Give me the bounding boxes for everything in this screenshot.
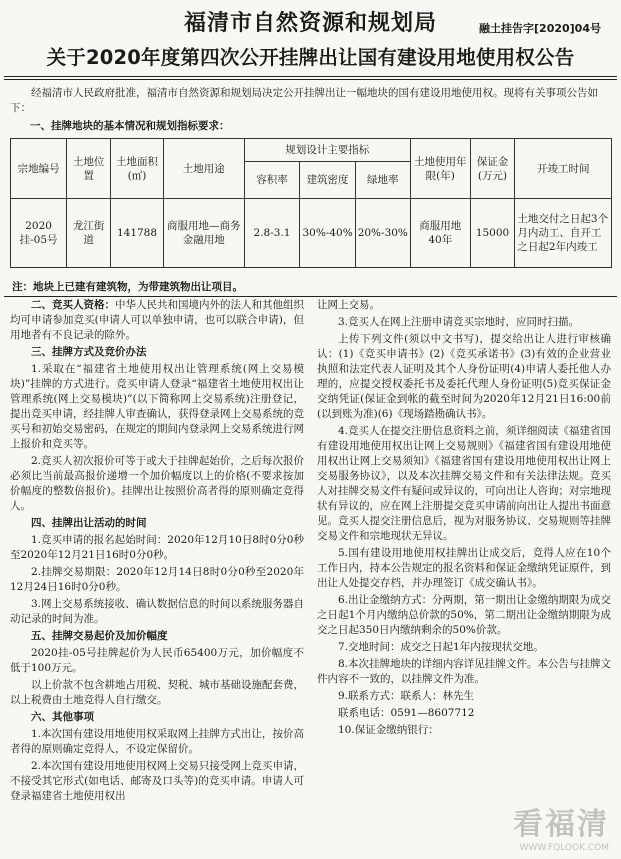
notice-title: 关于2020年度第四次公开挂牌出让国有建设用地使用权公告 [46,46,575,69]
listing-period: 2.挂牌交易期限：2020年12月14日8时0分0秒至2020年12月24日16时0分0秒。 [10,566,304,593]
col-location: 土地位置 [67,139,111,199]
cell-use: 商服用地—商务金融用地 [163,199,244,268]
intro-paragraph: 经福清市人民政府批准，福清市自然资源和规划局决定公开挂牌出让一幅地块的国有建设用地使用权。现将有关事项公告如下： [10,87,598,114]
listing-method: 1.采取在“福建省土地使用权出让管理系统(网上交易模块)”挂牌的方式进行。竞买申请人登录“福建省土地使用权出让管理系统(网上交易模块)”(以下简称网上交易系统)注册登记，提出竞买申请，经挂牌人审查确认，获得登录网上交易系统的竞买号和初始交易密码，在规定的期间内登录网上交易系统进行网上报价和竞买等。 [10,363,304,450]
right-column [317,298,611,740]
required-documents: 上传下列文件(须以中文书写)，提交给出让人进行审核确认：(1)《竞买申请书》(2)《竞买承诺书》(3)有效的企业营业执照和法定代表人证明及其个人身份证明(4)申请人委托他人办理的，应提交授权委托书及委托代理人身份证明(5)竞买保证金交纳凭证(保证金到帐的截至时间为2020年12月21日16:00前(以到账为准)(6)《现场踏勘确认书》。 [317,333,611,420]
contact-phone: 联系电话：0591—8607712 [338,707,475,719]
cell-far: 2.8-3.1 [244,199,300,268]
section-three-heading: 三、挂牌方式及竞价办法 [31,346,147,358]
cell-schedule: 土地交付之日起3个月内动工、自开工之日起2年内竣工 [515,199,612,268]
bidding-rules: 2.竞买人初次报价可等于或大于挂牌起始价，之后每次报价必须比当前最高报价递增一个加价幅度以上的价格(不要求按加价幅度的整数倍报价)。挂牌出让按照价高者得的原则确定竞得人。 [10,455,304,512]
cell-years: 商服用地40年 [410,199,470,268]
issuer-title: 福清市自然资源和规划局 [183,11,437,36]
other-item-1: 1.本次国有建设用地使用权采取网上挂牌方式出让，按价高者得的原则确定竞得人，不设定保留价。 [10,728,304,755]
other-item-8: 8.本次挂牌地块的详细内容详见挂牌文件。本公告与挂牌文件内容不一致的，以挂牌文件为准。 [317,658,611,685]
col-years: 土地使用年限(年) [410,139,470,199]
cell-location: 龙江街道 [67,199,111,268]
other-item-4: 4.竞买人在提交注册信息资料之前，须详细阅读《福建省国有建设用地使用权出让网上交易规则》《福建省国有建设用地使用权出让网上交易须知》《福建省国有建设用地使用权出让网上交易服务协议》，以及本次挂牌交易文件和有关法律法规。竞买人对挂牌交易文件有疑问或异议的，可向出让人咨询；对宗地现状有异议的，应在网上注册提交竞买申请前向出让人提出书面意见。竞买人提交注册信息后，视为对服务协议、交易规则等挂牌交易文件和宗地现状无异议。 [317,425,611,542]
col-green: 绿地率 [355,162,410,199]
starting-price: 2020挂-05号挂牌起价为人民币65400万元，加价幅度不低于100万元。 [10,647,304,674]
cell-deposit: 15000 [470,199,515,268]
header-rule-thin [4,79,617,80]
bidder-qualification [10,298,304,343]
col-use: 土地用途 [163,139,244,199]
other-item-6: 6.出让金缴纳方式：分两期，第一期出让金缴纳期限为成交之日起1个月内缴纳总价款的50%，第二期出让金缴纳期限为成交之日起350日内缴纳剩余的50%价款。 [317,594,611,636]
cell-parcel-code: 2020挂-05号 [11,199,67,268]
section-one-heading: 一、挂牌地块的基本情况和规划指标要求： [30,120,230,132]
table-row [11,199,612,268]
tax-note: 以上价款不包含耕地占用税、契税、城市基础设施配套费，以上税费由土地竞得人自行缴交。 [10,679,304,706]
col-deposit: 保证金(万元) [470,139,515,199]
section-five-heading: 五、挂牌交易起价及加价幅度 [31,630,168,642]
other-item-5: 5.国有建设用地使用权挂牌出让成交后，竞得人应在10个工作日内，持本公告规定的报名资料和保证金缴纳凭证原件，到出让人处提交存档，并办理签订《成交确认书》。 [317,547,611,589]
col-parcel-code: 宗地编号 [11,139,67,199]
notice-reference: 融土挂告字[2020]04号 [479,22,601,35]
section-four-heading: 四、挂牌出让活动的时间 [31,517,147,529]
col-plan-indicators: 规划设计主要指标 [244,139,410,162]
bidder-qualification-text: 中华人民共和国境内外的法人和其他组织均可申请参加竞买(申请人可以单独申请，也可以联合申请)，但用地者有不良记录的除外。 [10,299,304,341]
watermark-logo: 看福清 [513,807,609,842]
watermark [513,799,609,853]
header-rule [4,76,617,77]
col-area: 土地面积(㎡) [111,139,164,199]
cell-green: 20%-30% [355,199,410,268]
table-header-row [11,139,612,162]
table-note: 注：地块上已建有建筑物，为带建筑物出让项目。 [12,281,243,293]
col-far: 容积率 [244,162,300,199]
registration-time: 1.竞买申请的报名起始时间：2020年12月10日8时0分0秒至2020年12月21日16时0分0秒。 [10,534,304,561]
contact-person: 9.联系方式：联系人：林先生 [338,690,475,702]
cell-density: 30%-40% [300,199,355,268]
other-item-2: 2.本次国有建设用地使用权网上交易只接受网上竞买申请，不接受其它形式(如电话、邮寄及口头等)的竞买申请。申请人可登录福建省土地使用权出 [10,760,304,802]
section-two-heading: 二、竞买人资格： [31,299,115,311]
system-time-note: 3.网上交易系统接收、确认数据信息的时间以系统服务器自动记录的时间为准。 [10,598,304,625]
cell-area: 141788 [111,199,164,268]
notice-header [0,0,621,80]
note-rule [4,296,617,297]
section-six-heading: 六、其他事项 [31,711,94,723]
other-item-3: 3.竞买人在网上注册申请竞买宗地时，应同时扫描。 [338,316,580,328]
left-column [10,298,304,806]
other-item-10: 10.保证金缴纳银行： [338,724,439,736]
other-item-7: 7.交地时间：成交之日起1年内按现状交地。 [338,641,544,653]
watermark-url: WWW.FQLOOK.COM [519,843,609,853]
other-item-2-cont: 让网上交易。 [317,299,380,311]
col-schedule: 开竣工时间 [515,139,612,199]
col-density: 建筑密度 [300,162,355,199]
parcel-table [10,138,612,268]
